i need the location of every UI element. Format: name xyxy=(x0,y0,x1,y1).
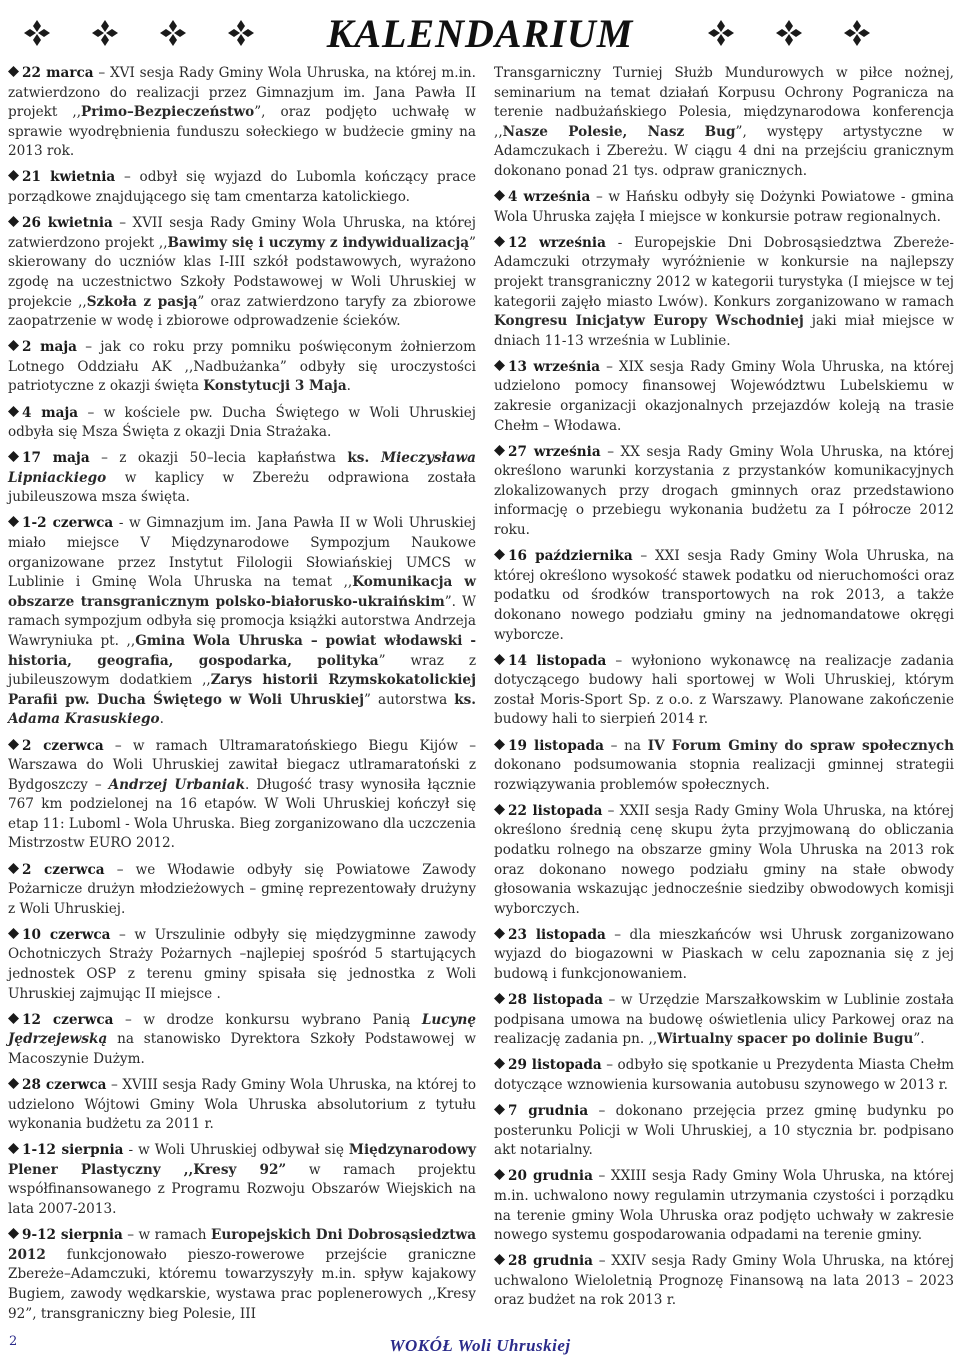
calendar-entry: 23 listopada – dla mieszkańców wsi Uhrusk zorganizowano wyjazd do biogazowni w Piaskach w celu zapoznania się z jej budową i funkcjonowaniem. xyxy=(494,926,955,983)
calendar-entry: 2 czerwca – we Włodawie odbyły się Powiatowe Zawody Pożarnicze drużyn młodzieżowych – gminę reprezentowały drużyny z Woli Uhruskiej. xyxy=(8,861,476,917)
calendar-entry: 22 listopada – XXII sesja Rady Gminy Wola Uhruska, na której określono średnią cenę skupu żyta przyjmowaną do obliczania podatku rolnego na obszarze gminy Wola Uhruska na 2013 rok oraz dokonano nowego podziału gminy na stałe obwody głosowania wskazując jednocześnie siedziby obwodowych komisji wyborczych. xyxy=(494,802,954,917)
page-header xyxy=(0,6,960,56)
calendar-entry: 12 września - Europejskie Dni Dobrosąsiedztwa Zbereże-Adamczuki otrzymały wyróżnienie w konkursie na najlepszy projekt transgraniczny 2012 w kategorii turystyka (I miejsce w tej kategorii zajęło miasto Lwów). Konkurs zorganizowano w ramach Kongresu Inicjatyw Europy Wschodniej jaki miał miejsce w dniach 11-13 września w Lublinie. xyxy=(494,234,954,349)
page-title: KALENDARIUM xyxy=(326,11,634,56)
diamond-bullet-icon xyxy=(8,1078,19,1089)
diamond-bullet-icon xyxy=(494,1104,505,1115)
diamond-bullet-icon xyxy=(8,66,19,77)
calendar-entry: 10 czerwca – w Urszulinie odbyły się międzygminne zawody Ochotniczych Straży Pożarnych –najlepiej spośród 5 startujących jednostek OSP z terenu gminy spisała się jednostka z Woli Uhruskiej zajmując II miejsce . xyxy=(8,926,476,1002)
diamond-bullet-icon xyxy=(8,451,19,462)
calendar-entry: 22 marca – XVI sesja Rady Gminy Wola Uhruska, na której m.in. zatwierdzono do realizacji przez Gimnazjum im. Jana Pawła II projekt ,,Primo–Bezpieczeństwo”, oraz podjęto uchwałę w sprawie wyodrębnienia funduszu sołeckiego w budżecie gminy na 2013 rok. xyxy=(8,65,477,160)
calendar-entry: 13 września – XIX sesja Rady Gminy Wola Uhruska, na której udzielono pomocy finansowej Województwu Lubelskiemu w zakresie organizacji okazjonalnych przejazdów koleją na trasie Chełm – Włodawa. xyxy=(494,358,954,434)
calendar-entry: 2 maja – jak co roku przy pomniku poświęconym żołnierzom Lotnego Oddziału AK ,,Nadbużanka” odbyły się uroczystości patriotyczne z okazji święta Konstytucji 3 Maja. xyxy=(8,339,476,395)
calendar-entry: 17 maja – z okazji 50–lecia kapłaństwa ks. Mieczysława Lipniackiego w kaplicy w Zbereżu odprawiona została jubileuszowa msza święta. xyxy=(8,450,476,506)
diamond-bullet-icon xyxy=(494,1254,505,1265)
diamond-bullet-icon xyxy=(8,1143,19,1154)
calendar-entry: Transgarniczny Turniej Służb Mundurowych w piłce nożnej, seminarium na temat działań Korpusu Ochrony Pogranicza na terenie nadbużańskiego Polesia, międzynarodowa konferencja ,,Nasze Polesie, Nasz Bug”, występy artystyczne w Adamczukach i Zbereżu. W ciągu 4 dni na przejściu granicznym dokonano ponad 21 tys. odpraw granicznych. xyxy=(494,65,954,179)
diamond-bullet-icon xyxy=(494,236,505,247)
calendar-entry: 28 czerwca – XVIII sesja Rady Gminy Wola Uhruska, na której to udzielono Wójtowi Gminy Wola Uhruska absolutorium z tytułu wykonania budżetu za 2011 r. xyxy=(8,1077,477,1133)
ornament-icon xyxy=(706,18,736,48)
calendar-entry: 12 czerwca – w drodze konkursu wybrano Panią Lucynę Jędrzejewską na stanowisko Dyrektora Szkoły Podstawowej w Macoszynie Dużym. xyxy=(8,1011,477,1067)
calendar-entry: 28 grudnia – XXIV sesja Rady Gminy Wola Uhruska, na której uchwalono Wieloletnią Prognozę Finansową na lata 2013 – 2023 oraz budżet na rok 2013 r. xyxy=(494,1253,954,1309)
calendar-entry: 26 kwietnia – XVII sesja Rady Gminy Wola Uhruska, na której zatwierdzono projekt ,,Bawimy się i uczymy z indywidualizacją” skierowany do uczniów klas I-III szkół podstawowych, wyrażono zgodę na uczestnictwo Szkoły Podstawowej w Woli Uhruskiej w projekcie ,,Szkoła z pasją” oraz zatwierdzono taryfy za zbiorowe zaopatrzenie w wodę i zbiorowe odprowadzenie ścieków. xyxy=(8,215,477,330)
calendar-entry: 16 października – XXI sesja Rady Gminy Wola Uhruska, na której określono wysokość stawek podatku od nieruchomości oraz podatku od środków transportowych na rok 2013, a także dokonano nowego podziału gminy na jednomandatowe okręgi wyborcze. xyxy=(494,548,954,643)
diamond-bullet-icon xyxy=(8,340,19,351)
right-column xyxy=(494,64,954,1318)
diamond-bullet-icon xyxy=(8,170,19,181)
diamond-bullet-icon xyxy=(8,1228,19,1239)
calendar-entry: 28 listopada – w Urzędzie Marszałkowskim w Lublinie została podpisana umowa na budowę oświetlenia ulicy Parkowej oraz na realizację zadania pn. ,,Wirtualny spacer po dolinie Bugu”. xyxy=(494,992,954,1048)
diamond-bullet-icon xyxy=(494,654,505,665)
diamond-bullet-icon xyxy=(8,516,19,527)
ornament-icon xyxy=(842,18,872,48)
calendar-entry: 21 kwietnia – odbył się wyjazd do Lubomla kończący prace porządkowe znajdującego się tam cmentarza katolickiego. xyxy=(8,169,476,206)
calendar-entry: 2 czerwca – w ramach Ultramaratońskiego Biegu Kijów – Warszawa do Woli Uhruskiej zawitał biegacz utlramaratoński z Bydgoszczy – Andrzej Urbaniak. Długość trasy wynosiła łącznie 767 km podzielonej na 16 etapów. W Woli Uhruskiej kończył się etap 11: Luboml - Wola Uhruska. Bieg zorganizowano dla uczczenia Mistrzostw EURO 2012. xyxy=(8,737,476,852)
diamond-bullet-icon xyxy=(494,804,505,815)
calendar-entry: 1-2 czerwca - w Gimnazjum im. Jana Pawła II w Woli Uhruskiej miało miejsce V Międzynarodowe Sympozjum Naukowe organizowane przez Instytut Filologii Słowiańskiej UMCS w Lublinie i Gminę Wola Uhruska na temat ,,Komunikacja w obszarze transgranicznym polsko-białorusko-ukraińskim”. W ramach sympozjum odbyła się promocja książki autorstwa Andrzeja Wawryniuka pt. ,,Gmina Wola Uhruska – powiat włodawski - historia, geografia, gospodarka, polityka” wraz z jubileuszowym dodatkiem ,,Zarys historii Rzymskokatolickiej Parafii pw. Ducha Świętego w Woli Uhruskiej” autorstwa ks. Adama Krasuskiego. xyxy=(8,515,476,728)
left-column xyxy=(8,64,476,1331)
calendar-entry: 20 grudnia – XXIII sesja Rady Gminy Wola Uhruska, na której m.in. uchwalono nowy regulamin utrzymania czystości i porządku na terenie gminy Wola Uhruska oraz podjęto uchwały w zakresie nowego systemu gospodarowania odpadami na terenie gminy. xyxy=(494,1168,954,1244)
diamond-bullet-icon xyxy=(494,1169,505,1180)
diamond-bullet-icon xyxy=(8,863,19,874)
calendar-entry: 1-12 sierpnia - w Woli Uhruskiej odbywał się Międzynarodowy Plener Plastyczny ,,Kresy 92” w ramach projektu współfinansowanego z Programu Rozwoju Obszarów Wiejskich na lata 2007-2013. xyxy=(8,1142,476,1218)
calendar-entry: 14 listopada – wyłoniono wykonawcę na realizacje zadania dotyczącego budowy hali sportowej w Woli Uhruskiej, którym został Moris-Sport Sp. z o.o. z Warszawy. Planowane zakończenie budowy hali to sierpień 2014 r. xyxy=(494,652,954,728)
calendar-entry: 7 grudnia – dokonano przejęcia przez gminę budynku po posterunku Policji w Woli Uhruskiej, a 10 stycznia br. podpisano akt notarialny. xyxy=(494,1103,954,1159)
diamond-bullet-icon xyxy=(8,928,19,939)
footer-publication-title: WOKÓŁ Woli Uhruskiej xyxy=(389,1336,571,1355)
diamond-bullet-icon xyxy=(494,190,505,201)
diamond-bullet-icon xyxy=(494,549,505,560)
calendar-entry: 4 maja – w kościele pw. Ducha Świętego w Woli Uhruskiej odbyła się Msza Święta z okazji Dnia Strażaka. xyxy=(8,404,477,441)
page-number: 2 xyxy=(9,1334,18,1349)
diamond-bullet-icon xyxy=(494,1058,505,1069)
calendar-entry: 29 listopada – odbyło się spotkanie u Prezydenta Miasta Chełm dotyczące wznowienia kursowania autobusu szynowego w 2013 r. xyxy=(494,1057,954,1093)
diamond-bullet-icon xyxy=(8,1013,19,1024)
diamond-bullet-icon xyxy=(8,216,19,227)
diamond-bullet-icon xyxy=(494,445,505,456)
diamond-bullet-icon xyxy=(494,928,505,939)
calendar-entry: 27 września – XX sesja Rady Gminy Wola Uhruska, na której określono warunki korzystania z przystanków komunikacyjnych zlokalizowanych przy drogach gminnych oraz przedstawiono informację o przebiegu wykonania budżetu za I półrocze 2012 roku. xyxy=(494,443,955,539)
calendar-entry: 9-12 sierpnia – w ramach Europejskich Dni Dobrosąsiedztwa 2012 funkcjonowało pieszo-rowerowe przejście graniczne Zbereże–Adamczuki, któremu towarzyszyły m.in. spływ kajakowy Bugiem, zawody wędkarskie, wystawa prac poplenerowych ,,Kresy 92”, transgraniczny bieg Polesie, III xyxy=(8,1227,476,1322)
diamond-bullet-icon xyxy=(494,739,505,750)
diamond-bullet-icon xyxy=(494,360,505,371)
diamond-bullet-icon xyxy=(8,406,19,417)
diamond-bullet-icon xyxy=(494,993,505,1004)
calendar-entry: 4 września – w Hańsku odbyły się Dożynki Powiatowe - gmina Wola Uhruska zajęła I miejsce w konkursie potraw regionalnych. xyxy=(494,189,954,225)
diamond-bullet-icon xyxy=(8,739,19,750)
calendar-entry: 19 listopada – na IV Forum Gminy do spraw społecznych dokonano podsumowania stopnia realizacji gminnej strategii rozwiązywania problemów społecznych. xyxy=(494,737,954,793)
ornament-icon xyxy=(774,18,804,48)
